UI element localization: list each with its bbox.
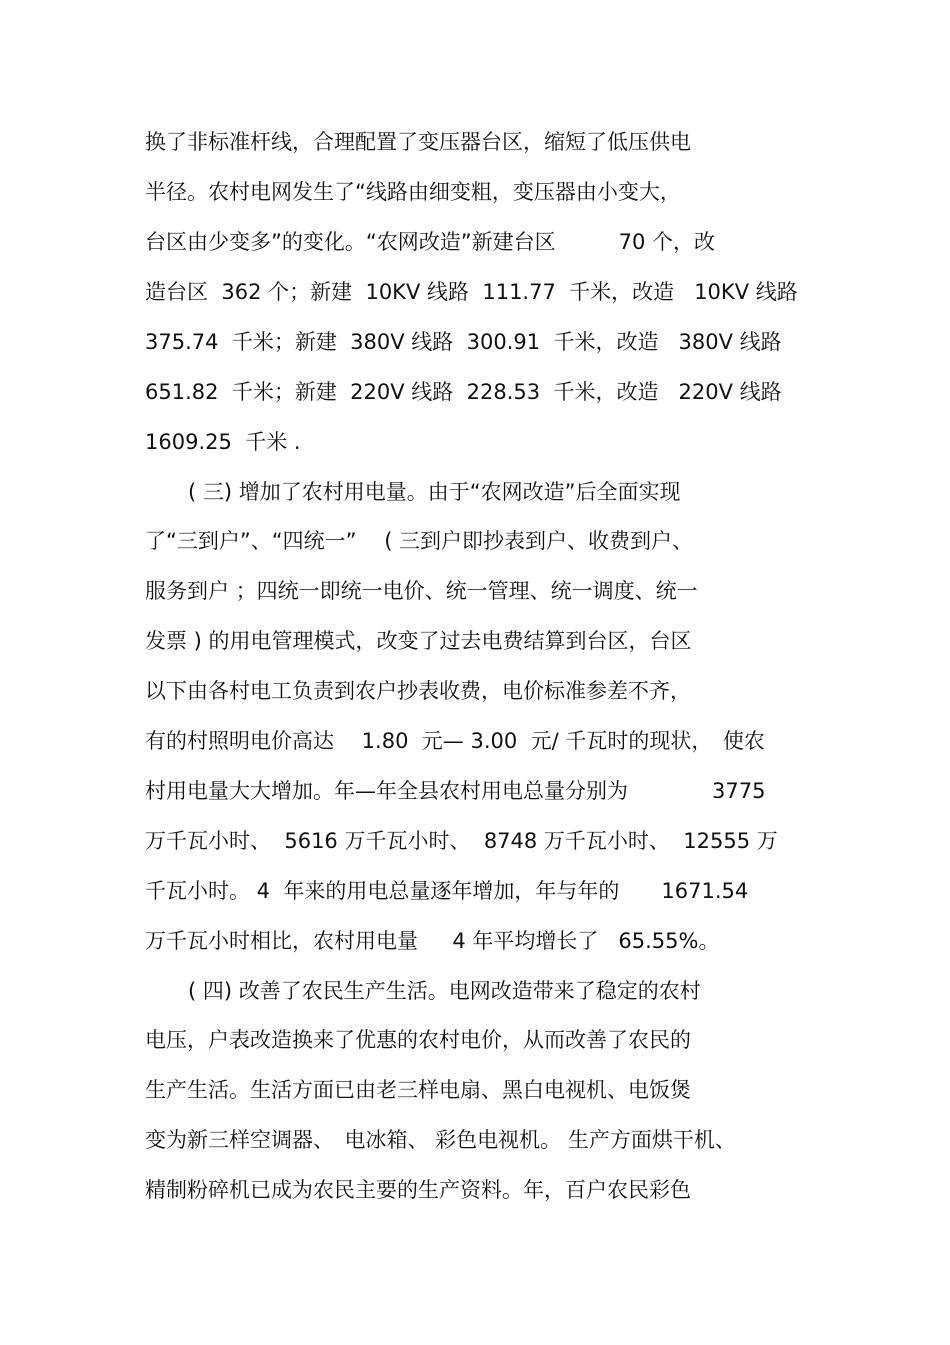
text-line: 村用电量大大增加。年—年全县农村用电总量分别为 3775	[145, 779, 766, 803]
text-line: 半径。农村电网发生了“线路由细变粗，变压器由小变大，	[145, 180, 681, 204]
paragraph-heading: ( 四) 改善了农民生产生活。电网改造带来了稳定的农村	[188, 979, 701, 1003]
text-line: 千瓦小时。 4 年来的用电总量逐年增加，年与年的 1671.54	[145, 879, 749, 903]
text-line: 万千瓦小时、 5616 万千瓦小时、 8748 万千瓦小时、 12555 万	[145, 829, 778, 853]
text-line: 造台区 362 个；新建 10KV 线路 111.77 千米，改造 10KV 线路	[145, 280, 798, 304]
text-line: 精制粉碎机已成为农民主要的生产资料。年，百户农民彩色	[145, 1178, 691, 1202]
text-line: 了“三到户”、“四统一” ( 三到户即抄表到户、收费到户、	[145, 529, 694, 553]
text-line: 换了非标准杆线，合理配置了变压器台区，缩短了低压供电	[145, 130, 691, 154]
text-line: 发票 ) 的用电管理模式，改变了过去电费结算到台区，台区	[145, 629, 692, 653]
text-line: 电压，户表改造换来了优惠的农村电价，从而改善了农民的	[145, 1028, 691, 1052]
paragraph-heading: ( 三) 增加了农村用电量。由于“农网改造”后全面实现	[188, 480, 681, 504]
text-line: 以下由各村电工负责到农户抄表收费，电价标准参差不齐，	[145, 679, 691, 703]
text-line: 变为新三样空调器、 电冰箱、 彩色电视机。 生产方面烘干机、	[145, 1128, 736, 1152]
text-line: 有的村照明电价高达 1.80 元— 3.00 元/ 千瓦时的现状， 使农	[145, 729, 765, 753]
text-line: 台区由少变多”的变化。“农网改造”新建台区 70 个，改	[145, 230, 716, 254]
text-line: 375.74 千米；新建 380V 线路 300.91 千米，改造 380V 线路	[145, 330, 782, 354]
text-line: 生产生活。生活方面已由老三样电扇、黑白电视机、电饭煲	[145, 1078, 691, 1102]
text-line: 服务到户 ；四统一即统一电价、统一管理、统一调度、统一	[145, 579, 698, 603]
text-line: 万千瓦小时相比，农村用电量 4 年平均增长了 65.55%。	[145, 929, 720, 953]
text-line: 1609.25 千米 .	[145, 430, 301, 454]
text-line: 651.82 千米；新建 220V 线路 228.53 千米，改造 220V 线路	[145, 380, 782, 404]
